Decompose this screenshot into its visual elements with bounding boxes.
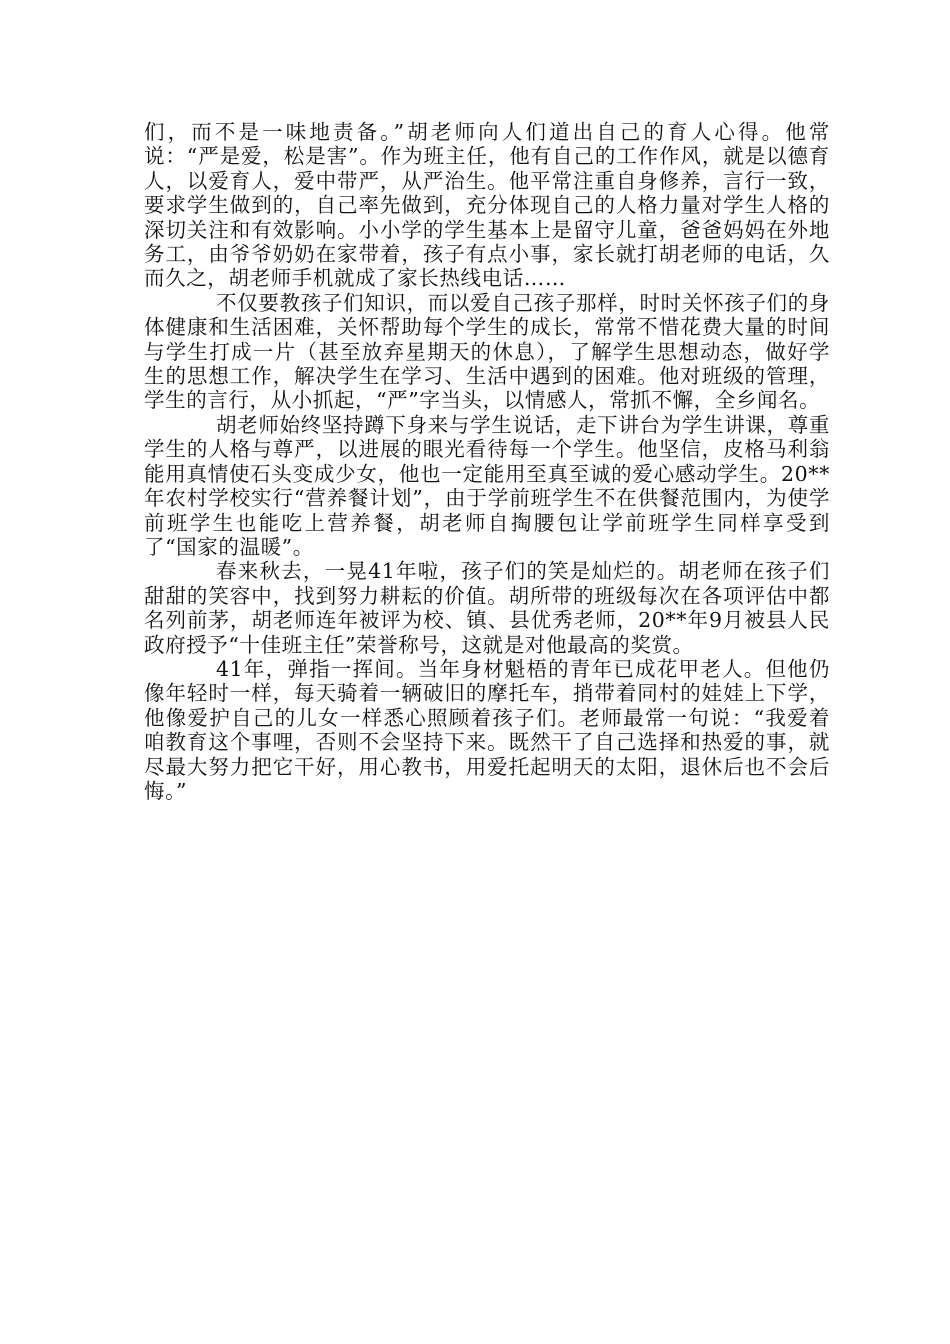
paragraph-3: 胡老师始终坚持蹲下身来与学生说话，走下讲台为学生讲课，尊重学生的人格与尊严，以进展的眼光看待每一个学生。他坚信，皮格马利翁能用真情使石头变成少女，他也一定能用至真至诚的爱心感动学生。20**年农村学校实行“营养餐计划”，由于学前班学生不在供餐范围内，为使学前班学生也能吃上营养餐，胡老师自掏腰包让学前班学生同样享受到了“国家的温暖”。 xyxy=(144,412,830,559)
paragraph-5: 41年，弹指一挥间。当年身材魁梧的青年已成花甲老人。但他仍像年轻时一样，每天骑着一辆破旧的摩托车，捎带着同村的娃娃上下学，他像爱护自己的儿女一样悉心照顾着孩子们。老师最常一句说：“我爱着咱教育这个事哩，否则不会坚持下来。既然干了自己选择和热爱的事，就尽最大努力把它干好，用心教书，用爱托起明天的太阳，退休后也不会后悔。” xyxy=(144,656,830,803)
paragraph-2: 不仅要教孩子们知识，而以爱自己孩子那样，时时关怀孩子们的身体健康和生活困难，关怀帮助每个学生的成长，常常不惜花费大量的时间与学生打成一片（甚至放弃星期天的休息），了解学生思想动态，做好学生的思想工作，解决学生在学习、生活中遇到的困难。他对班级的管理，学生的言行，从小抓起，“严”字当头，以情感人，常抓不懈，全乡闻名。 xyxy=(144,290,830,413)
paragraph-1: 们，而不是一味地责备。”胡老师向人们道出自己的育人心得。他常说：“严是爱，松是害”。作为班主任，他有自己的工作作风，就是以德育人，以爱育人，爱中带严，从严治生。他平常注重自身修养，言行一致，要求学生做到的，自己率先做到，充分体现自己的人格力量对学生人格的深切关注和有效影响。小小学的学生基本上是留守儿童，爸爸妈妈在外地务工，由爷爷奶奶在家带着，孩子有点小事，家长就打胡老师的电话，久而久之，胡老师手机就成了家长热线电话…… xyxy=(144,120,830,291)
paragraph-4: 春来秋去，一晃41年啦，孩子们的笑是灿烂的。胡老师在孩子们甜甜的笑容中，找到努力耕耘的价值。胡所带的班级每次在各项评估中都名列前茅，胡老师连年被评为校、镇、县优秀老师，20**年9月被县人民政府授予“十佳班主任”荣誉称号，这就是对他最高的奖赏。 xyxy=(144,559,830,657)
body-text xyxy=(144,120,830,803)
